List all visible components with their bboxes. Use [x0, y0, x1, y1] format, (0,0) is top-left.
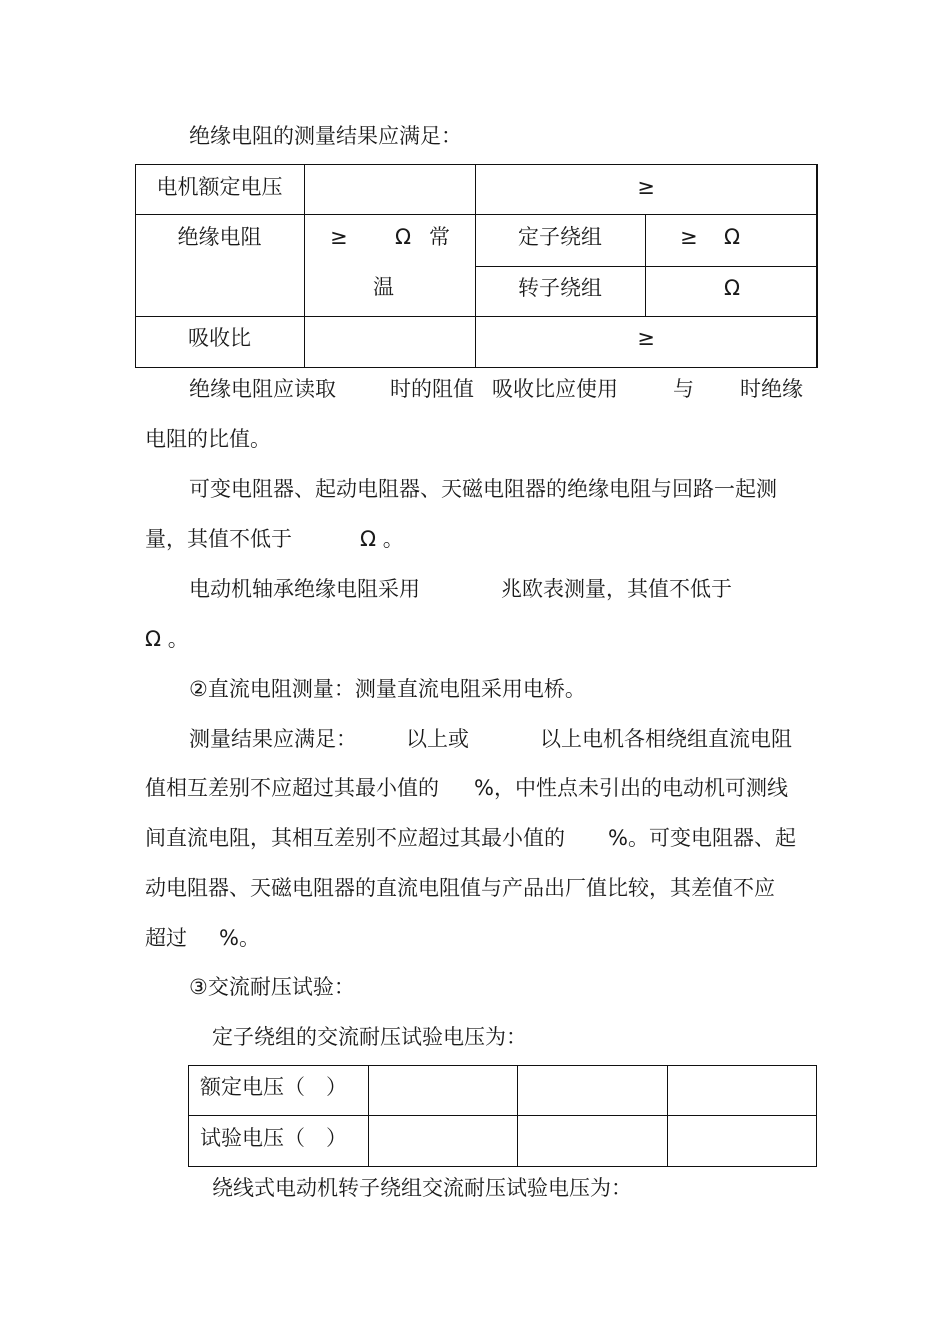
text-segment: 绝缘电阻应读取 [189, 377, 336, 401]
intro-text: 绝缘电阻的测量结果应满足： [189, 124, 462, 148]
table1-rule [645, 214, 646, 317]
text-segment: 吸收比应使用 [492, 377, 618, 401]
text-segment: 间直流电阻，其相互差别不应超过其最小值的 [145, 826, 565, 850]
stator-winding-label: 定子绕组 [518, 225, 602, 249]
text-segment: 电阻的比值。 [145, 427, 271, 451]
rotor-test-voltage-text: 绕线式电动机转子绕组交流耐压试验电压为： [212, 1176, 632, 1200]
table2-rule [188, 1115, 817, 1116]
stator-test-voltage-text: 定子绕组的交流耐压试验电压为： [212, 1025, 527, 1049]
text-segment: 时的阻值 [390, 377, 474, 401]
rated-voltage-value: ≥ [637, 175, 655, 199]
table2-border-right [816, 1065, 817, 1167]
text-segment: Ω 。 [145, 627, 189, 651]
table2-border-top [188, 1065, 817, 1066]
text-segment: Ω 。 [360, 527, 404, 551]
text-segment: 测量结果应满足： [189, 727, 357, 751]
text-segment: 以上或 [406, 727, 469, 751]
table1-rule [475, 266, 817, 267]
insulation-ohm: Ω [395, 225, 412, 249]
rotor-winding-label: 转子绕组 [518, 276, 602, 300]
text-segment: 以上电机各相绕组直流电阻 [540, 727, 792, 751]
text-segment: %。 [219, 926, 260, 950]
room-temp-chang: 常 [429, 225, 450, 249]
absorption-ratio-value: ≥ [637, 326, 655, 350]
table2-border-bottom [188, 1166, 817, 1167]
table1-rule [135, 214, 817, 215]
stator-ge: ≥ [680, 225, 698, 249]
dc-resistance-heading: ②直流电阻测量：测量直流电阻采用电桥。 [189, 677, 586, 701]
rotor-ohm: Ω [724, 276, 741, 300]
insulation-resistance-label: 绝缘电阻 [177, 225, 262, 249]
table2-rule [667, 1065, 668, 1167]
text-segment: %，中性点未引出的电动机可测线 [474, 776, 788, 800]
text-segment: 超过 [145, 926, 187, 950]
test-voltage-row-label: 试验电压（ ） [200, 1126, 347, 1150]
text-segment: 可变电阻器、起动电阻器、天磁电阻器的绝缘电阻与回路一起测 [189, 477, 777, 501]
text-segment: 电动机轴承绝缘电阻采用 [189, 577, 420, 601]
stator-ohm: Ω [724, 225, 741, 249]
ac-withstand-heading: ③交流耐压试验： [189, 975, 355, 999]
absorption-ratio-label: 吸收比 [188, 326, 251, 350]
rated-voltage-row-label: 额定电压（ ） [200, 1075, 347, 1099]
text-segment: 兆欧表测量，其值不低于 [501, 577, 732, 601]
rated-voltage-label: 电机额定电压 [156, 175, 283, 199]
table1-rule [304, 164, 305, 368]
text-segment: 与 [673, 377, 694, 401]
insulation-ge: ≥ [330, 225, 348, 249]
table1-border-top [135, 164, 817, 165]
room-temp-wen: 温 [373, 275, 394, 299]
table1-border-bottom [135, 367, 817, 368]
table2-border-left [188, 1065, 189, 1167]
text-segment: 时绝缘 [740, 377, 803, 401]
table2-rule [368, 1065, 369, 1167]
table2-rule [517, 1065, 518, 1167]
text-segment: 值相互差别不应超过其最小值的 [145, 776, 439, 800]
table1-rule [135, 316, 817, 317]
text-segment: %。可变电阻器、起 [608, 826, 796, 850]
text-segment: 量，其值不低于 [145, 527, 292, 551]
text-segment: 动电阻器、天磁电阻器的直流电阻值与产品出厂值比较，其差值不应 [145, 876, 775, 900]
